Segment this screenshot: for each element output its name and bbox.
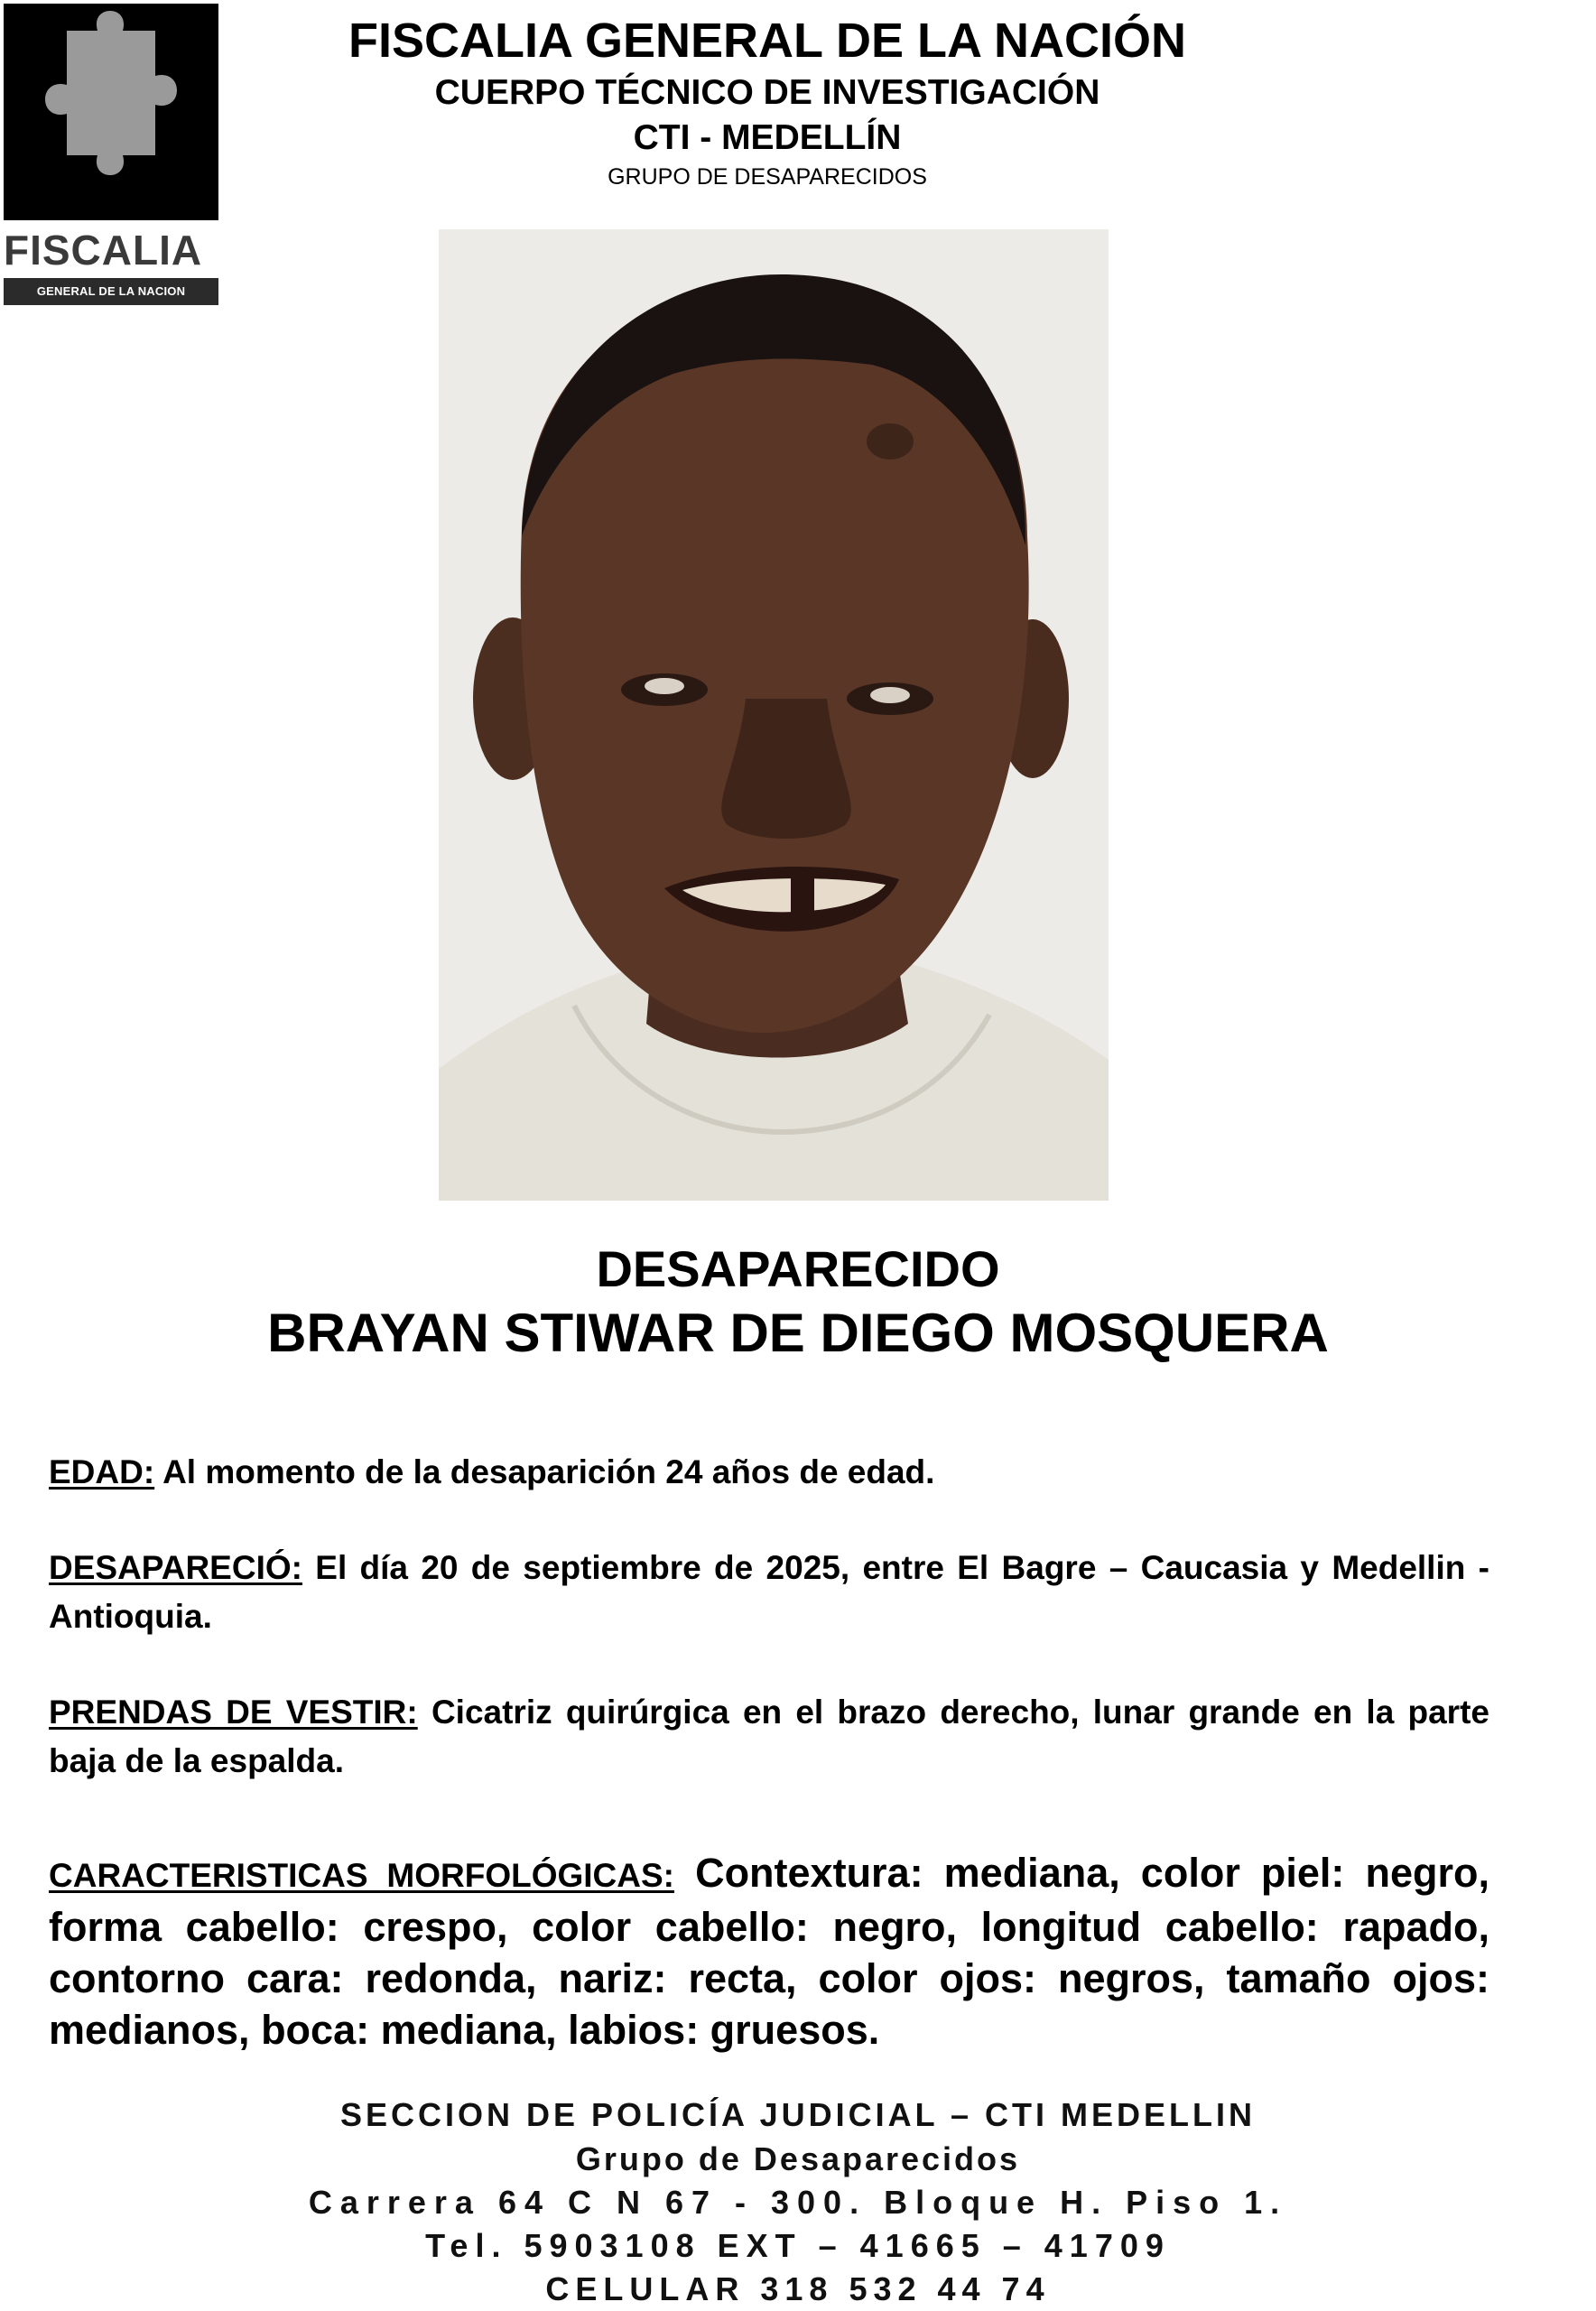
header-department: CUERPO TÉCNICO DE INVESTIGACIÓN <box>434 73 1100 112</box>
logo-tagline: GENERAL DE LA NACION <box>4 278 218 305</box>
age-paragraph <box>49 1448 1489 1497</box>
header <box>271 11 1264 193</box>
footer-address: Carrera 64 C N 67 - 300. Bloque H. Piso 1. <box>308 2184 1288 2221</box>
features-text: Contextura: mediana, color piel: negro, forma cabello: crespo, color cabello: negro, longitud cabello: rapado, contorno cara: redonda, nariz: recta, color ojos: negros, tamaño ojos: medianos, boca: mediana, labios: gruesos. <box>49 1850 1489 2053</box>
contact-footer <box>0 2093 1596 2311</box>
footer-group: Grupo de Desaparecidos <box>575 2140 1021 2177</box>
footer-phone: Tel. 5903108 EXT – 41665 – 41709 <box>425 2227 1171 2264</box>
clothing-paragraph <box>49 1688 1489 1786</box>
title-block <box>0 1239 1596 1367</box>
header-group: GRUPO DE DESAPARECIDOS <box>608 164 927 190</box>
features-label: CARACTERISTICAS MORFOLÓGICAS: <box>49 1857 674 1894</box>
clothing-text: Cicatriz quirúrgica en el brazo derecho, lunar grande en la parte baja de la espalda. <box>49 1694 1489 1779</box>
footer-mobile: CELULAR 318 532 44 74 <box>545 2270 1051 2307</box>
age-text: Al momento de la desaparición 24 años de edad. <box>154 1453 935 1490</box>
logo-wordmark: FISCALIA <box>4 227 203 274</box>
features-paragraph <box>49 1847 1489 2056</box>
disappearance-label: DESAPARECIÓ: <box>49 1549 302 1586</box>
header-city: CTI - MEDELLÍN <box>633 118 902 157</box>
puzzle-piece-icon <box>4 4 218 220</box>
missing-person-photo <box>439 229 1109 1201</box>
header-institution: FISCALIA GENERAL DE LA NACIÓN <box>348 14 1187 68</box>
fiscalia-logo <box>4 4 218 305</box>
age-label: EDAD: <box>49 1453 155 1490</box>
disappearance-text: El día 20 de septiembre de 2025, entre El Bagre – Caucasia y Medellin - Antioquia. <box>49 1549 1489 1635</box>
status-heading: DESAPARECIDO <box>596 1240 1000 1297</box>
clothing-label: PRENDAS DE VESTIR: <box>49 1694 418 1731</box>
disappearance-paragraph <box>49 1544 1489 1641</box>
person-name: BRAYAN STIWAR DE DIEGO MOSQUERA <box>267 1303 1329 1363</box>
footer-section: SECCION DE POLICÍA JUDICIAL – CTI MEDELLIN <box>339 2096 1257 2133</box>
